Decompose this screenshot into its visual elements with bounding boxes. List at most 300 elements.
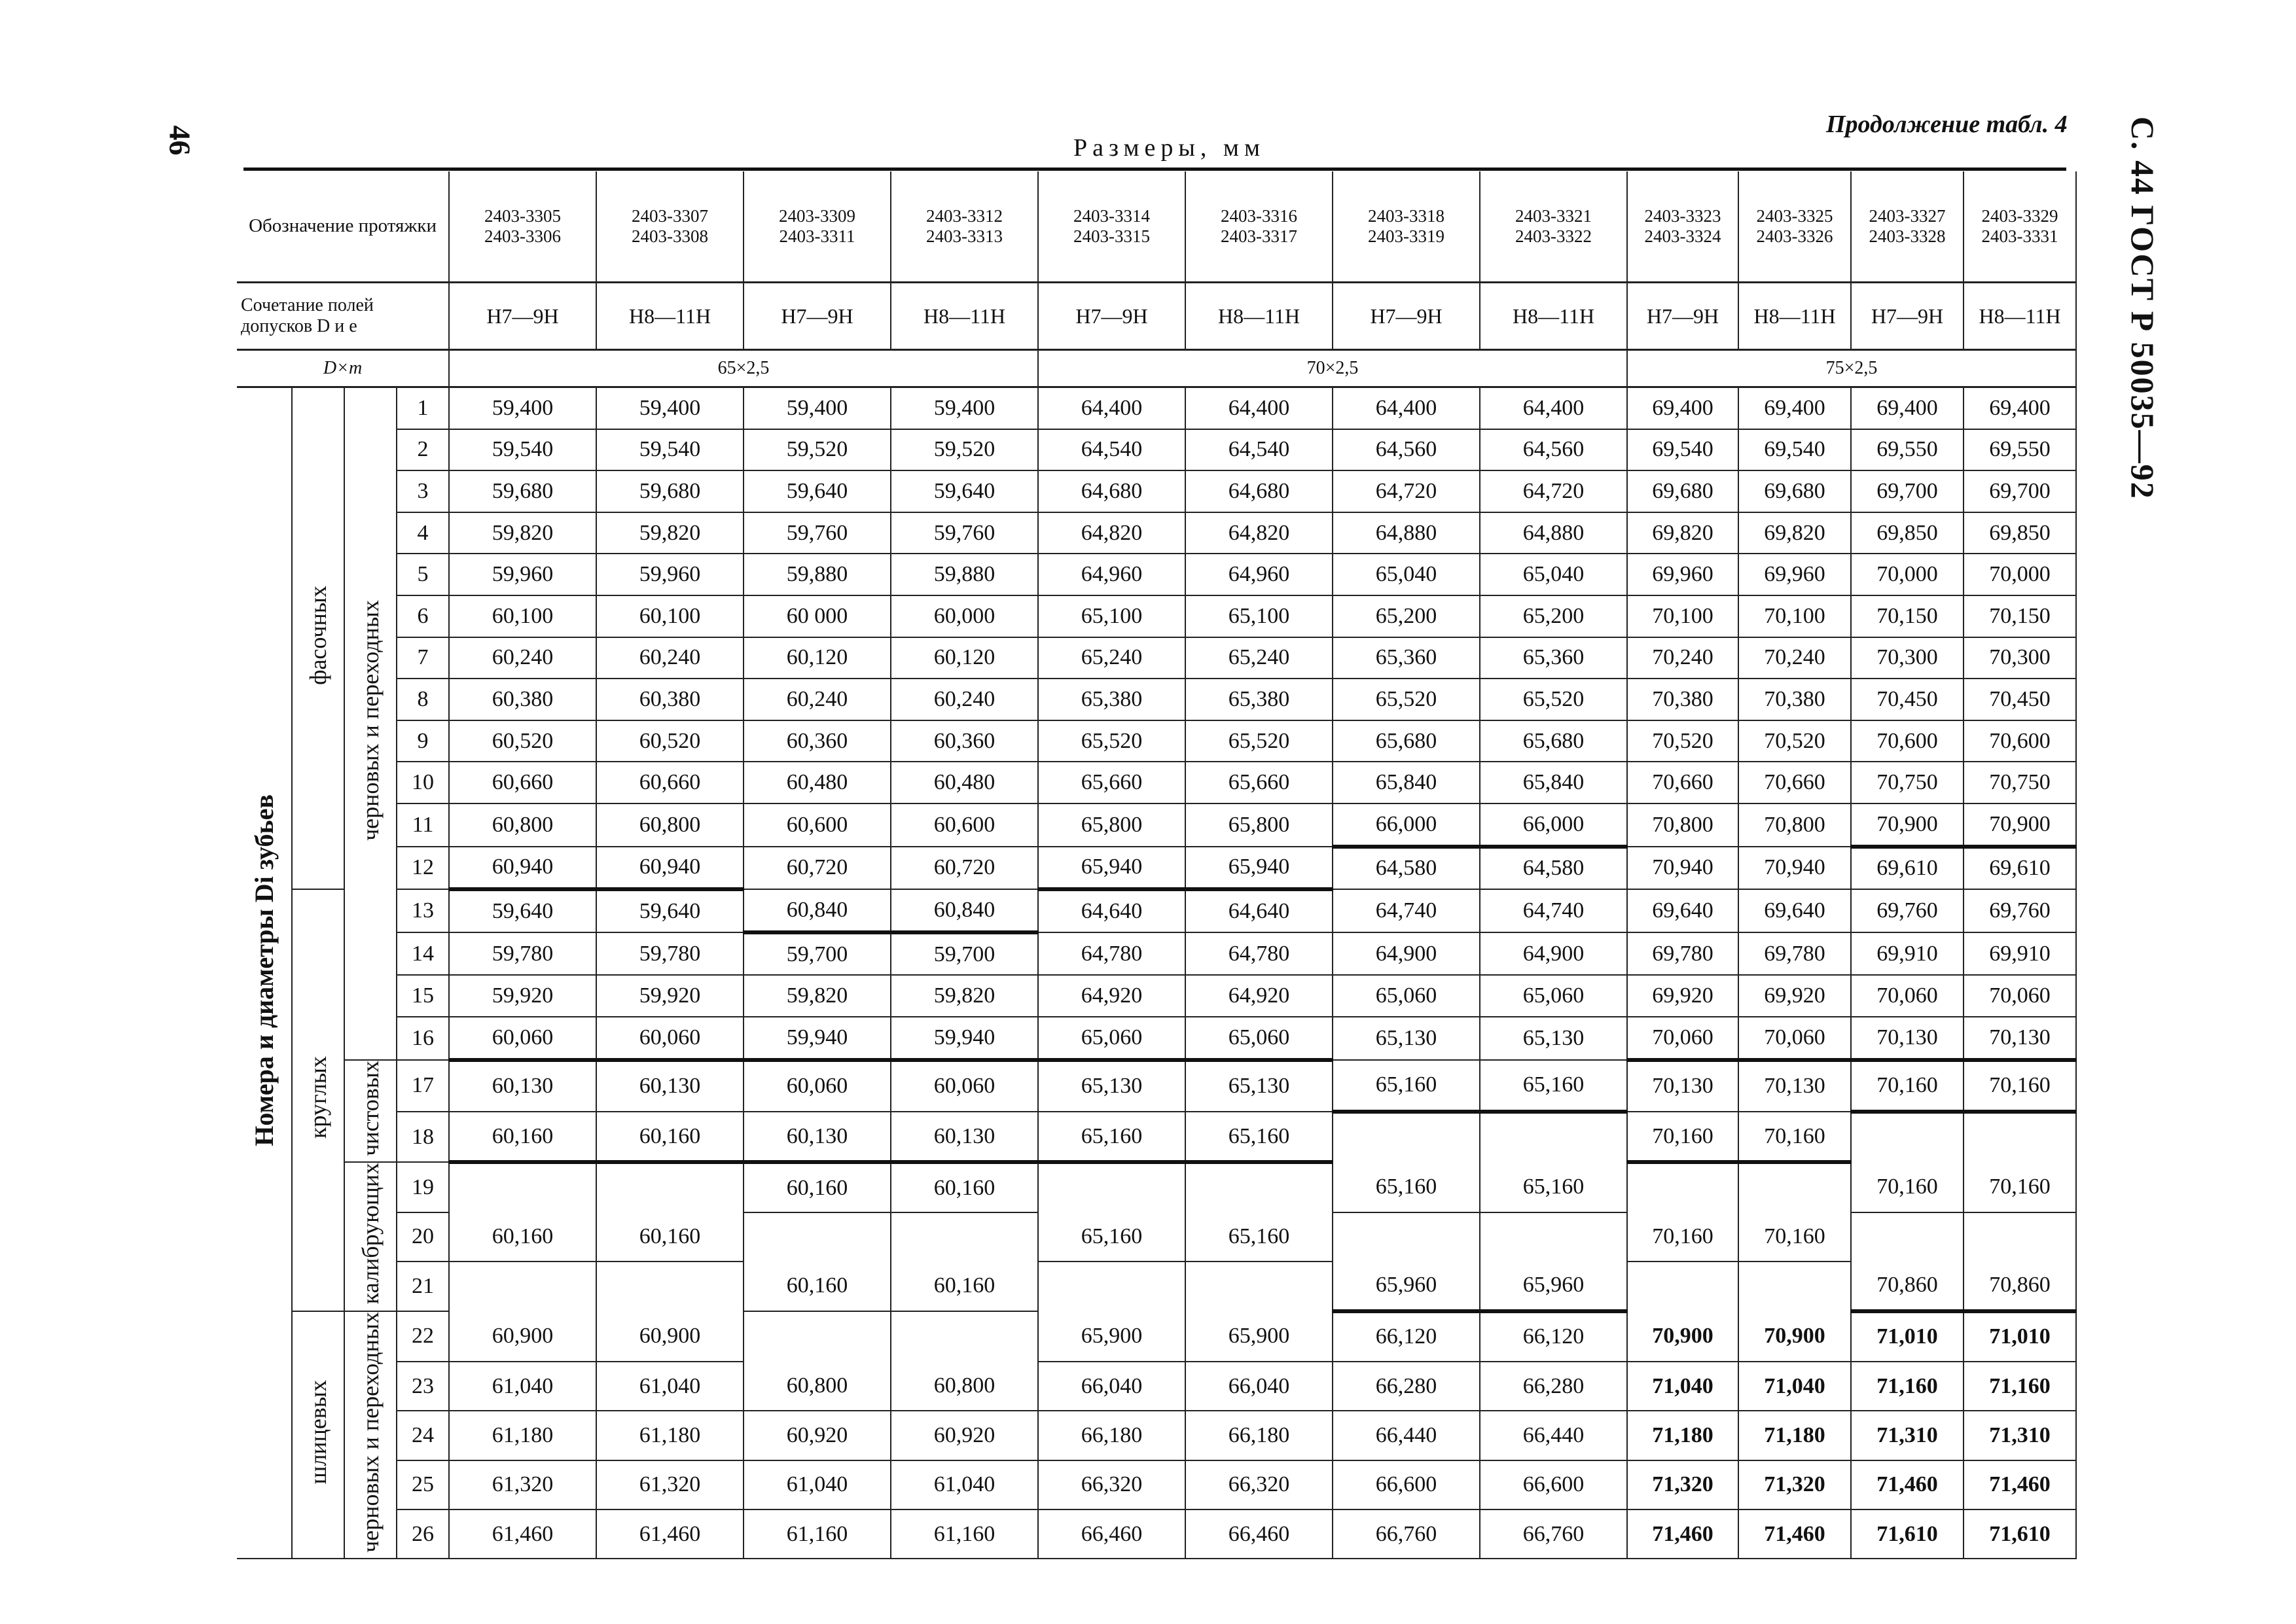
value-cell: 60,920 <box>744 1411 891 1460</box>
value-cell: 60,840 <box>744 889 891 932</box>
table-row <box>237 1112 2076 1162</box>
value-cell: 61,160 <box>744 1509 891 1559</box>
value-cell: 64,960 <box>1185 554 1333 595</box>
value-cell: 65,840 <box>1333 762 1480 803</box>
value-cell: 64,400 <box>1333 387 1480 429</box>
value-cell: 69,400 <box>1738 387 1851 429</box>
value-cell: 71,010 <box>1851 1311 1964 1362</box>
value-cell: 65,160 <box>1185 1112 1333 1162</box>
value-cell: 69,760 <box>1851 889 1964 932</box>
value-cell: 65,680 <box>1333 720 1480 762</box>
value-cell: 59,880 <box>744 554 891 595</box>
value-cell: 69,910 <box>1851 932 1964 976</box>
value-cell <box>1480 1112 1627 1162</box>
value-cell: 64,780 <box>1038 932 1185 976</box>
value-cell: 66,040 <box>1185 1362 1333 1411</box>
value-cell: 65,130 <box>1333 1017 1480 1060</box>
value-cell: 69,920 <box>1738 975 1851 1017</box>
value-cell: 59,540 <box>449 429 596 471</box>
value-cell: 64,720 <box>1333 470 1480 512</box>
value-cell: 60,130 <box>449 1060 596 1112</box>
value-cell: 71,310 <box>1851 1411 1964 1460</box>
value-cell: 65,060 <box>1185 1017 1333 1060</box>
dim-cell: 70×2,5 <box>1038 350 1627 387</box>
value-cell: 70,060 <box>1964 975 2076 1017</box>
value-cell <box>744 1311 891 1362</box>
continuation-label: Продолжение табл. 4 <box>1826 111 2068 138</box>
table-row <box>237 1311 2076 1362</box>
value-cell: 71,180 <box>1738 1411 1851 1460</box>
value-cell: 66,320 <box>1038 1460 1185 1509</box>
value-cell: 70,660 <box>1627 762 1738 803</box>
value-cell: 65,160 <box>1038 1212 1185 1262</box>
value-cell <box>1738 1162 1851 1212</box>
value-cell: 70,000 <box>1851 554 1964 595</box>
value-cell: 69,700 <box>1851 470 1964 512</box>
value-cell: 65,940 <box>1185 847 1333 890</box>
value-cell: 59,780 <box>596 932 744 976</box>
value-cell: 71,460 <box>1627 1509 1738 1559</box>
tooth-number: 8 <box>397 679 449 720</box>
value-cell: 69,400 <box>1851 387 1964 429</box>
outer-label-text: Номера и диаметры Di зубьев <box>249 794 279 1146</box>
value-cell: 61,180 <box>596 1411 744 1460</box>
value-cell: 70,150 <box>1851 595 1964 637</box>
top-rule <box>243 168 2066 171</box>
table-container <box>237 171 2070 1559</box>
table-row <box>237 847 2076 890</box>
value-cell: 69,680 <box>1738 470 1851 512</box>
tooth-number: 9 <box>397 720 449 762</box>
value-cell: 59,760 <box>891 512 1038 554</box>
value-cell: 69,960 <box>1627 554 1738 595</box>
table-row <box>237 1212 2076 1262</box>
value-cell: 66,440 <box>1480 1411 1627 1460</box>
value-cell: 69,550 <box>1851 429 1964 471</box>
value-cell: 59,400 <box>744 387 891 429</box>
value-cell: 59,780 <box>449 932 596 976</box>
value-cell: 65,160 <box>1185 1212 1333 1262</box>
group-round-text: круглых <box>305 1055 331 1139</box>
tolerance-cell: H8—11H <box>1480 283 1627 350</box>
value-cell: 65,060 <box>1333 975 1480 1017</box>
value-cell: 70,130 <box>1738 1060 1851 1112</box>
value-cell: 69,760 <box>1964 889 2076 932</box>
subgroup-calibrating <box>344 1162 397 1311</box>
value-cell: 71,320 <box>1738 1460 1851 1509</box>
value-cell: 71,460 <box>1738 1509 1851 1559</box>
value-cell: 71,610 <box>1851 1509 1964 1559</box>
value-cell: 65,660 <box>1038 762 1185 803</box>
designation-cell: 2403-3321 2403-3322 <box>1480 171 1627 283</box>
value-cell: 60,800 <box>891 1362 1038 1411</box>
value-cell: 70,240 <box>1738 637 1851 679</box>
value-cell: 70,130 <box>1627 1060 1738 1112</box>
value-cell: 71,460 <box>1964 1460 2076 1509</box>
value-cell: 61,040 <box>596 1362 744 1411</box>
value-cell: 69,680 <box>1627 470 1738 512</box>
value-cell: 69,640 <box>1627 889 1738 932</box>
value-cell: 69,960 <box>1738 554 1851 595</box>
tooth-number: 10 <box>397 762 449 803</box>
value-cell: 70,520 <box>1627 720 1738 762</box>
value-cell: 59,960 <box>596 554 744 595</box>
tolerance-cell: H7—9H <box>449 283 596 350</box>
value-cell: 70,060 <box>1851 975 1964 1017</box>
value-cell: 66,760 <box>1333 1509 1480 1559</box>
value-cell: 65,160 <box>1480 1060 1627 1112</box>
tolerance-row <box>237 283 2076 350</box>
tooth-number: 2 <box>397 429 449 471</box>
value-cell: 64,560 <box>1333 429 1480 471</box>
value-cell: 70,160 <box>1627 1212 1738 1262</box>
value-cell: 59,760 <box>744 512 891 554</box>
value-cell: 64,540 <box>1038 429 1185 471</box>
value-cell: 60,160 <box>891 1262 1038 1311</box>
value-cell: 65,800 <box>1038 803 1185 847</box>
value-cell: 59,940 <box>744 1017 891 1060</box>
value-cell: 66,000 <box>1480 803 1627 847</box>
table-row <box>237 470 2076 512</box>
value-cell: 60,920 <box>891 1411 1038 1460</box>
designation-cell: 2403-3316 2403-3317 <box>1185 171 1333 283</box>
value-cell: 71,310 <box>1964 1411 2076 1460</box>
subgroup-spline-rough-text: черновых и переходных <box>357 1311 384 1553</box>
tooth-number: 25 <box>397 1460 449 1509</box>
value-cell: 60,000 <box>891 595 1038 637</box>
value-cell: 71,180 <box>1627 1411 1738 1460</box>
value-cell: 60,060 <box>891 1060 1038 1112</box>
value-cell <box>891 1212 1038 1262</box>
value-cell: 59,820 <box>449 512 596 554</box>
value-cell: 60,800 <box>449 803 596 847</box>
value-cell: 59,640 <box>891 470 1038 512</box>
value-cell: 64,400 <box>1185 387 1333 429</box>
value-cell: 65,130 <box>1038 1060 1185 1112</box>
value-cell: 60,800 <box>596 803 744 847</box>
value-cell: 70,160 <box>1964 1060 2076 1112</box>
value-cell: 65,520 <box>1333 679 1480 720</box>
value-cell: 70,100 <box>1738 595 1851 637</box>
value-cell: 60,480 <box>891 762 1038 803</box>
designation-cell: 2403-3327 2403-3328 <box>1851 171 1964 283</box>
value-cell: 64,580 <box>1333 847 1480 890</box>
value-cell: 70,900 <box>1851 803 1964 847</box>
value-cell: 64,680 <box>1185 470 1333 512</box>
value-cell: 71,010 <box>1964 1311 2076 1362</box>
value-cell: 60,060 <box>596 1017 744 1060</box>
value-cell <box>1333 1112 1480 1162</box>
value-cell: 61,180 <box>449 1411 596 1460</box>
value-cell: 70,060 <box>1627 1017 1738 1060</box>
value-cell: 69,780 <box>1627 932 1738 976</box>
value-cell: 66,460 <box>1185 1509 1333 1559</box>
value-cell: 59,820 <box>891 975 1038 1017</box>
value-cell: 70,750 <box>1964 762 2076 803</box>
value-cell: 65,380 <box>1185 679 1333 720</box>
designation-cell: 2403-3314 2403-3315 <box>1038 171 1185 283</box>
value-cell <box>1185 1162 1333 1212</box>
value-cell: 65,040 <box>1333 554 1480 595</box>
value-cell: 70,900 <box>1964 803 2076 847</box>
value-cell: 60,160 <box>744 1162 891 1212</box>
table-row <box>237 803 2076 847</box>
tolerance-cell: H7—9H <box>1627 283 1738 350</box>
group-round <box>292 889 344 1311</box>
value-cell: 61,040 <box>449 1362 596 1411</box>
table-row <box>237 1162 2076 1212</box>
table-row <box>237 1509 2076 1559</box>
value-cell: 59,640 <box>596 889 744 932</box>
table-row <box>237 1362 2076 1411</box>
value-cell: 60,240 <box>891 679 1038 720</box>
tooth-number: 13 <box>397 889 449 932</box>
value-cell: 64,540 <box>1185 429 1333 471</box>
value-cell: 70,750 <box>1851 762 1964 803</box>
value-cell: 70,900 <box>1627 1311 1738 1362</box>
value-cell: 64,820 <box>1185 512 1333 554</box>
value-cell <box>1851 1112 1964 1162</box>
value-cell: 70,800 <box>1738 803 1851 847</box>
value-cell: 70,860 <box>1851 1262 1964 1311</box>
value-cell: 70,900 <box>1738 1311 1851 1362</box>
table-row <box>237 1411 2076 1460</box>
value-cell: 71,460 <box>1851 1460 1964 1509</box>
value-cell: 65,060 <box>1038 1017 1185 1060</box>
value-cell: 69,540 <box>1738 429 1851 471</box>
value-cell <box>596 1262 744 1311</box>
table-row <box>237 1017 2076 1060</box>
value-cell: 65,130 <box>1480 1017 1627 1060</box>
value-cell: 69,820 <box>1627 512 1738 554</box>
designation-cell: 2403-3307 2403-3308 <box>596 171 744 283</box>
value-cell: 65,360 <box>1480 637 1627 679</box>
value-cell: 65,940 <box>1038 847 1185 890</box>
table-row <box>237 1262 2076 1311</box>
value-cell: 60,100 <box>449 595 596 637</box>
value-cell: 64,880 <box>1333 512 1480 554</box>
value-cell: 70,160 <box>1627 1112 1738 1162</box>
value-cell: 65,840 <box>1480 762 1627 803</box>
value-cell: 71,610 <box>1964 1509 2076 1559</box>
value-cell: 59,640 <box>449 889 596 932</box>
value-cell: 71,160 <box>1851 1362 1964 1411</box>
dim-cell: 75×2,5 <box>1627 350 2076 387</box>
value-cell <box>1480 1212 1627 1262</box>
value-cell: 70,520 <box>1738 720 1851 762</box>
tooth-number: 20 <box>397 1212 449 1262</box>
value-cell: 60,660 <box>596 762 744 803</box>
value-cell: 65,360 <box>1333 637 1480 679</box>
value-cell: 70,940 <box>1627 847 1738 890</box>
value-cell: 59,680 <box>596 470 744 512</box>
value-cell: 69,640 <box>1738 889 1851 932</box>
value-cell <box>891 1311 1038 1362</box>
value-cell: 69,540 <box>1627 429 1738 471</box>
value-cell: 60,720 <box>744 847 891 890</box>
value-cell: 60,160 <box>596 1212 744 1262</box>
value-cell: 60,520 <box>449 720 596 762</box>
value-cell <box>1851 1212 1964 1262</box>
value-cell: 69,780 <box>1738 932 1851 976</box>
value-cell: 70,600 <box>1851 720 1964 762</box>
value-cell: 66,180 <box>1038 1411 1185 1460</box>
value-cell: 66,440 <box>1333 1411 1480 1460</box>
value-cell: 69,820 <box>1738 512 1851 554</box>
value-cell: 59,400 <box>449 387 596 429</box>
tooth-number: 6 <box>397 595 449 637</box>
value-cell: 69,910 <box>1964 932 2076 976</box>
value-cell: 69,700 <box>1964 470 2076 512</box>
value-cell: 61,160 <box>891 1509 1038 1559</box>
value-cell: 66,760 <box>1480 1509 1627 1559</box>
dimensions-table <box>237 171 2077 1559</box>
tolerance-cell: H8—11H <box>1964 283 2076 350</box>
value-cell: 69,610 <box>1964 847 2076 890</box>
value-cell: 66,600 <box>1480 1460 1627 1509</box>
value-cell: 61,320 <box>449 1460 596 1509</box>
value-cell: 59,520 <box>744 429 891 471</box>
tolerance-label: Сочетание полей допусков D и e <box>237 283 449 350</box>
side-header: С. 44 ГОСТ Р 50035—92 <box>2125 116 2161 500</box>
table-row <box>237 554 2076 595</box>
tooth-number: 12 <box>397 847 449 890</box>
value-cell: 60,480 <box>744 762 891 803</box>
subgroup-finishing-text: чистовых <box>357 1060 384 1156</box>
value-cell: 59,940 <box>891 1017 1038 1060</box>
value-cell: 70,380 <box>1738 679 1851 720</box>
value-cell: 70,660 <box>1738 762 1851 803</box>
tooth-number: 1 <box>397 387 449 429</box>
value-cell: 59,700 <box>744 932 891 976</box>
value-cell: 65,040 <box>1480 554 1627 595</box>
table-row <box>237 975 2076 1017</box>
value-cell: 71,160 <box>1964 1362 2076 1411</box>
value-cell: 64,960 <box>1038 554 1185 595</box>
value-cell: 65,800 <box>1185 803 1333 847</box>
value-cell: 60,380 <box>596 679 744 720</box>
value-cell: 66,280 <box>1333 1362 1480 1411</box>
value-cell: 64,900 <box>1480 932 1627 976</box>
dim-row <box>237 350 2076 387</box>
tooth-number: 18 <box>397 1112 449 1162</box>
value-cell: 70,100 <box>1627 595 1738 637</box>
value-cell: 65,960 <box>1333 1262 1480 1311</box>
value-cell <box>1738 1262 1851 1311</box>
value-cell: 64,680 <box>1038 470 1185 512</box>
tolerance-cell: H7—9H <box>1038 283 1185 350</box>
value-cell: 66,180 <box>1185 1411 1333 1460</box>
tolerance-cell: H8—11H <box>1738 283 1851 350</box>
value-cell: 64,720 <box>1480 470 1627 512</box>
value-cell: 60,060 <box>449 1017 596 1060</box>
value-cell: 59,520 <box>891 429 1038 471</box>
value-cell: 60 000 <box>744 595 891 637</box>
value-cell: 70,130 <box>1851 1017 1964 1060</box>
value-cell: 70,380 <box>1627 679 1738 720</box>
value-cell: 69,400 <box>1964 387 2076 429</box>
value-cell: 64,400 <box>1038 387 1185 429</box>
tooth-number: 16 <box>397 1017 449 1060</box>
value-cell: 70,150 <box>1964 595 2076 637</box>
value-cell: 60,130 <box>891 1112 1038 1162</box>
value-cell: 66,280 <box>1480 1362 1627 1411</box>
subgroup-rough-text: черновых и переходных <box>357 600 384 841</box>
value-cell: 70,160 <box>1964 1162 2076 1212</box>
value-cell: 60,840 <box>891 889 1038 932</box>
value-cell: 70,240 <box>1627 637 1738 679</box>
value-cell: 65,160 <box>1038 1112 1185 1162</box>
value-cell: 60,120 <box>891 637 1038 679</box>
table-row <box>237 889 2076 932</box>
group-shaped <box>292 387 344 890</box>
value-cell: 64,900 <box>1333 932 1480 976</box>
table-row <box>237 679 2076 720</box>
value-cell: 60,660 <box>449 762 596 803</box>
value-cell: 71,320 <box>1627 1460 1738 1509</box>
value-cell: 65,200 <box>1480 595 1627 637</box>
value-cell: 70,160 <box>1851 1060 1964 1112</box>
value-cell: 70,300 <box>1851 637 1964 679</box>
value-cell: 70,600 <box>1964 720 2076 762</box>
table-row <box>237 1460 2076 1509</box>
value-cell: 66,040 <box>1038 1362 1185 1411</box>
designation-label: Обозначение протяжки <box>237 171 449 283</box>
value-cell: 60,800 <box>744 1362 891 1411</box>
value-cell: 71,040 <box>1627 1362 1738 1411</box>
value-cell: 65,060 <box>1480 975 1627 1017</box>
value-cell <box>1627 1162 1738 1212</box>
value-cell: 64,920 <box>1038 975 1185 1017</box>
value-cell: 65,680 <box>1480 720 1627 762</box>
value-cell: 66,120 <box>1333 1311 1480 1362</box>
value-cell: 65,200 <box>1333 595 1480 637</box>
value-cell: 70,450 <box>1851 679 1964 720</box>
value-cell: 70,000 <box>1964 554 2076 595</box>
group-spline-text: шлицевых <box>305 1379 331 1485</box>
group-spline <box>292 1311 344 1559</box>
value-cell: 64,400 <box>1480 387 1627 429</box>
value-cell: 65,160 <box>1480 1162 1627 1212</box>
value-cell: 61,040 <box>744 1460 891 1509</box>
value-cell <box>596 1162 744 1212</box>
tolerance-cell: H7—9H <box>1851 283 1964 350</box>
value-cell: 70,130 <box>1964 1017 2076 1060</box>
value-cell: 70,450 <box>1964 679 2076 720</box>
value-cell: 59,920 <box>449 975 596 1017</box>
value-cell: 60,360 <box>891 720 1038 762</box>
tooth-number: 15 <box>397 975 449 1017</box>
value-cell: 66,120 <box>1480 1311 1627 1362</box>
value-cell: 61,320 <box>596 1460 744 1509</box>
table-row <box>237 387 2076 429</box>
tolerance-cell: H8—11H <box>1185 283 1333 350</box>
value-cell: 60,240 <box>744 679 891 720</box>
value-cell: 65,660 <box>1185 762 1333 803</box>
subgroup-rough <box>344 387 397 1060</box>
value-cell: 65,380 <box>1038 679 1185 720</box>
value-cell <box>744 1212 891 1262</box>
table-row <box>237 762 2076 803</box>
table-body <box>237 387 2076 1559</box>
value-cell: 70,160 <box>1851 1162 1964 1212</box>
group-shaped-text: фасочных <box>305 586 331 686</box>
value-cell: 70,160 <box>1738 1112 1851 1162</box>
value-cell: 64,880 <box>1480 512 1627 554</box>
tolerance-cell: H8—11H <box>891 283 1038 350</box>
table-row <box>237 429 2076 471</box>
value-cell: 61,460 <box>449 1509 596 1559</box>
